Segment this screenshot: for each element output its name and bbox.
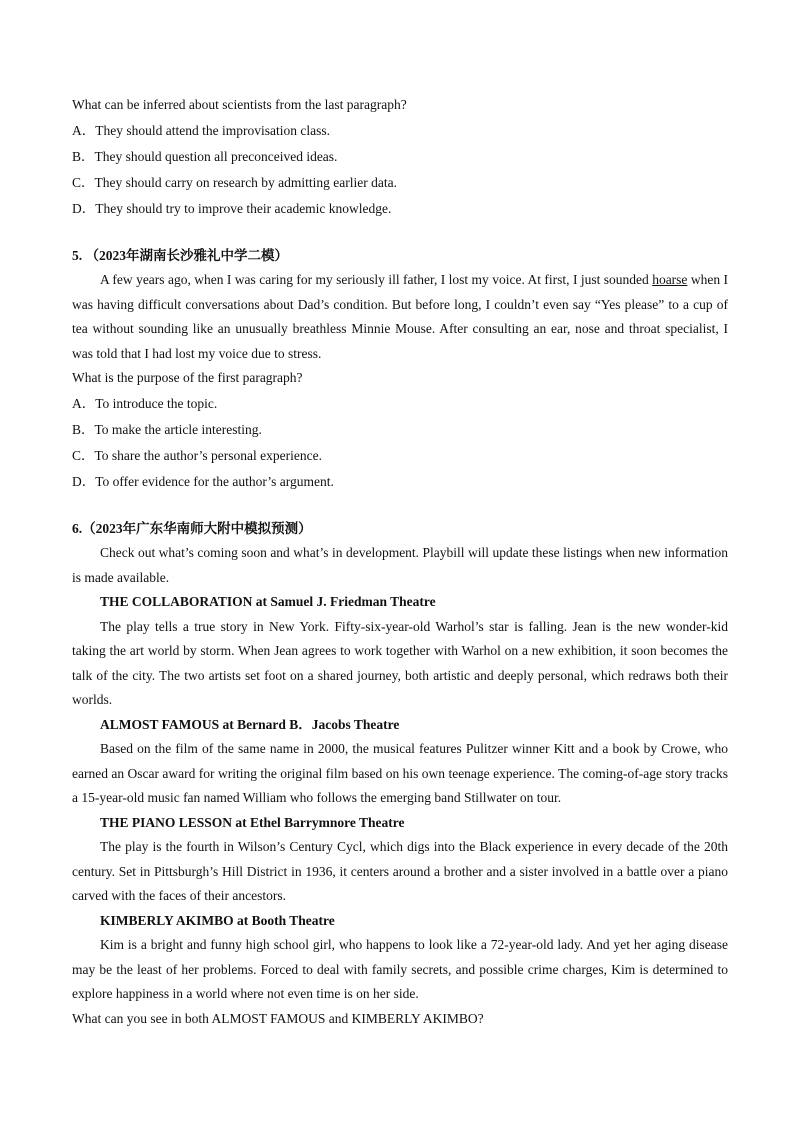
q5-underlined-word: hoarse bbox=[652, 272, 688, 287]
q6-intro: Check out what’s coming soon and what’s in development. Playbill will update these listings when new information is made available. bbox=[72, 545, 728, 585]
q4-question: What can be inferred about scientists from the last paragraph? bbox=[72, 97, 407, 112]
q6-show-text: Based on the film of the same name in 2000, the musical features Pulitzer winner Kitt and a book by Crowe, who earned an Oscar award for writing the original film based on his own teenage experience. The coming-of-age story tracks a 15-year-old music fan named William who follows the emerging band Stillwater on tour. bbox=[72, 741, 728, 805]
q6-show-title: KIMBERLY AKIMBO at Booth Theatre bbox=[100, 912, 335, 928]
q6-show-title: ALMOST FAMOUS at Bernard B．Jacobs Theatre bbox=[100, 716, 400, 732]
q5-option-c: C．To share the author’s personal experience. bbox=[72, 447, 322, 463]
q5-passage-before: A few years ago, when I was caring for my seriously ill father, I lost my voice. At first, I just sounded bbox=[100, 272, 653, 287]
q5-passage bbox=[72, 268, 728, 366]
q5-option-d: D．To offer evidence for the author’s argument. bbox=[72, 473, 334, 489]
q6-show-title: THE PIANO LESSON at Ethel Barrymnore Theatre bbox=[100, 814, 405, 830]
q4-option-b: B．They should question all preconceived ideas. bbox=[72, 148, 338, 164]
q5-heading: 5. （2023年湖南长沙雅礼中学二模） bbox=[72, 247, 288, 263]
q6-heading: 6.（2023年广东华南师大附中模拟预测） bbox=[72, 520, 312, 536]
q6-question: What can you see in both ALMOST FAMOUS and KIMBERLY AKIMBO? bbox=[72, 1010, 484, 1026]
q5-option-a: A．To introduce the topic. bbox=[72, 395, 218, 411]
q5-option-b: B．To make the article interesting. bbox=[72, 421, 262, 437]
q6-show-text: The play is the fourth in Wilson’s Century Cycl, which digs into the Black experience in every decade of the 20th century. Set in Pittsburgh’s Hill District in 1936, it centers around a brother and a sister involved in a battle over a piano carved with the faces of their ancestors. bbox=[72, 839, 728, 903]
q5-passage-after: when I was having difficult conversations about Dad’s condition. But before long, I couldn’t even say “Yes please” to a cup of tea without sounding like an unusually breathless Minnie Mouse. After consulting an ear, nose and throat specialist, I was told that I had lost my voice due to stress. bbox=[72, 272, 728, 361]
q6-show-text: The play tells a true story in New York. Fifty-six-year-old Warhol’s star is falling. Jean is the new wonder-kid taking the art world by storm. When Jean agrees to work together with Warhol on a new exhibition, it soon becomes the talk of the city. The two artists set foot on a shared journey, both artistic and deeply personal, which redraws both their worlds. bbox=[72, 618, 728, 707]
q4-option-a: A．They should attend the improvisation class. bbox=[72, 122, 330, 138]
q5-question: What is the purpose of the first paragraph? bbox=[72, 370, 303, 385]
q4-option-c: C．They should carry on research by admitting earlier data. bbox=[72, 174, 398, 190]
q6-show-text: Kim is a bright and funny high school girl, who happens to look like a 72-year-old lady. And yet her aging disease may be the least of her problems. Forced to deal with family secrets, and possible crime charges, Kim is determined to explore happiness in a world where not even time is on her side. bbox=[72, 937, 728, 1001]
q6-show-title: THE COLLABORATION at Samuel J. Friedman Theatre bbox=[100, 594, 436, 609]
document-page bbox=[72, 93, 728, 1031]
q4-option-d: D．They should try to improve their academic knowledge. bbox=[72, 200, 392, 216]
